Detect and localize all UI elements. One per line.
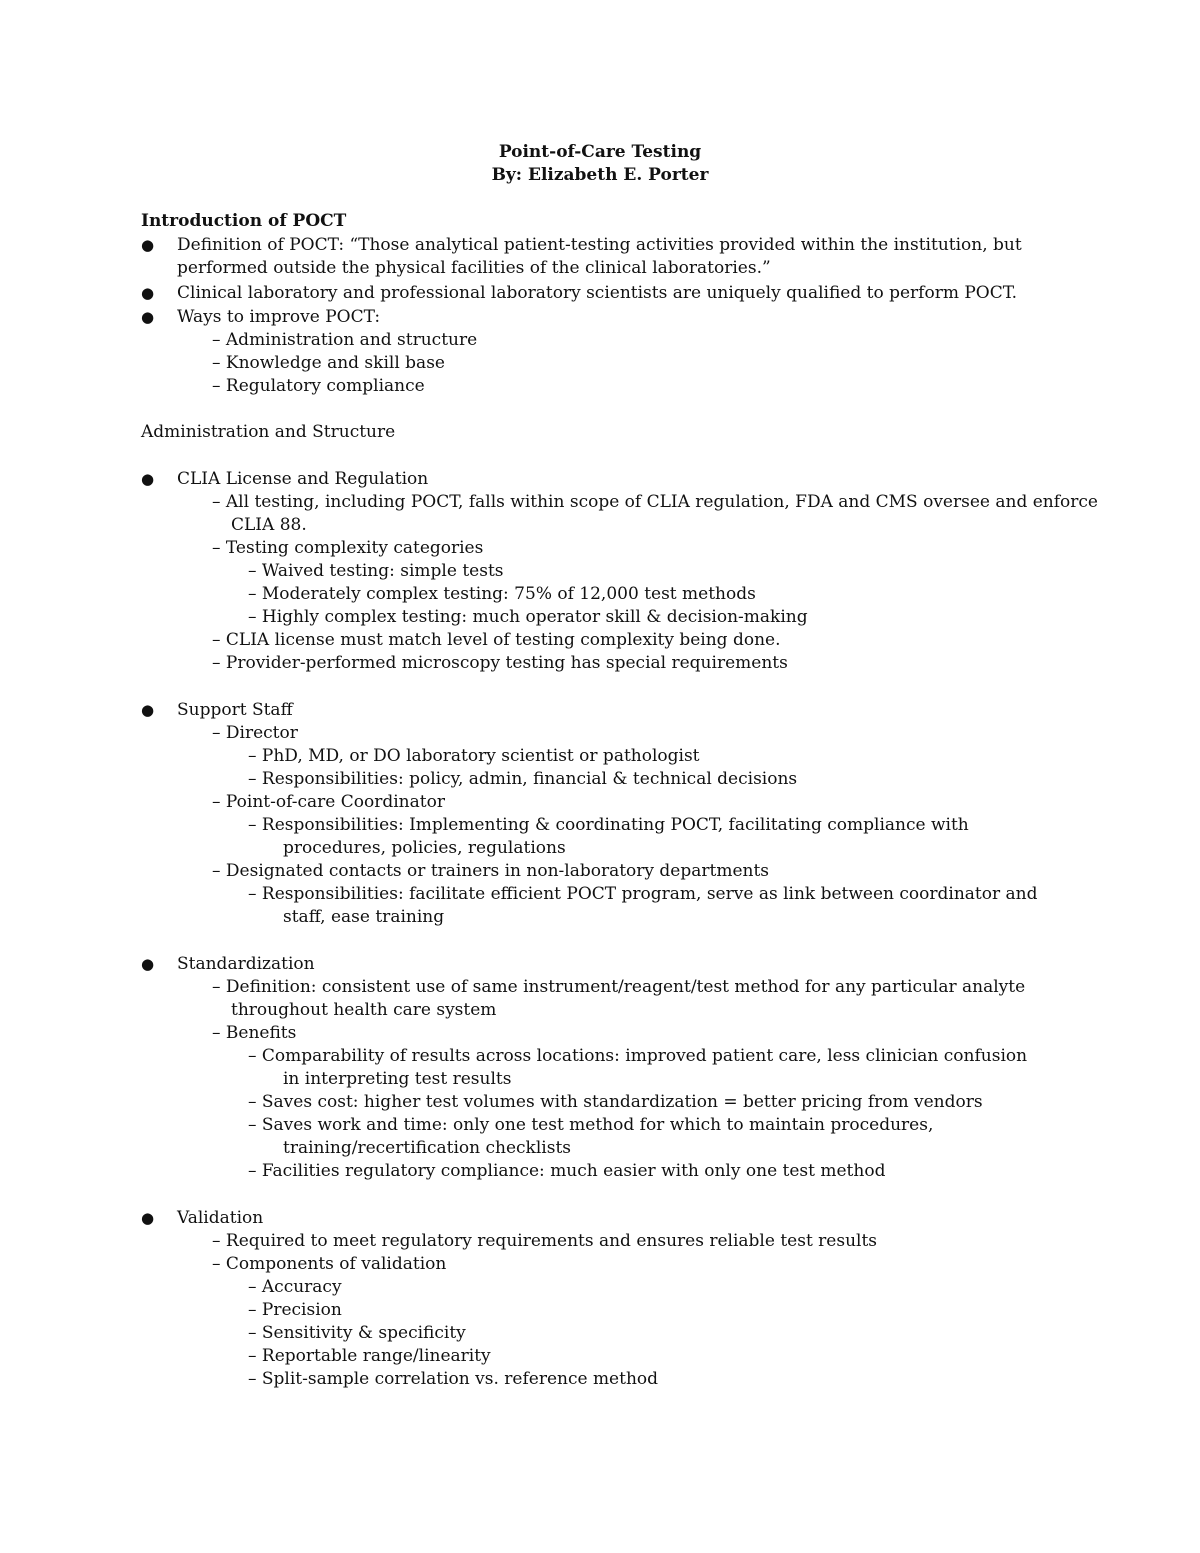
staff-coordinator-resp-line1: – Responsibilities: Implementing & coordinating POCT, facilitating compliance with bbox=[248, 815, 969, 835]
std-benefit-4: – Facilities regulatory compliance: much easier with only one test method bbox=[248, 1161, 886, 1181]
staff-contacts-resp-line1: – Responsibilities: facilitate efficient POCT program, serve as link between coordinator and bbox=[248, 884, 1038, 904]
intro-way-1: – Administration and structure bbox=[212, 330, 478, 350]
std-benefit-1-line2: in interpreting test results bbox=[283, 1069, 512, 1089]
clia-complexity: – Testing complexity categories bbox=[212, 538, 484, 558]
intro-qualified: Clinical laboratory and professional laboratory scientists are uniquely qualified to perform POCT. bbox=[177, 283, 1017, 303]
clia-moderate: – Moderately complex testing: 75% of 12,000 test methods bbox=[248, 584, 756, 604]
std-definition-line2: throughout health care system bbox=[231, 1000, 497, 1020]
val-component-split: – Split-sample correlation vs. reference method bbox=[248, 1369, 659, 1389]
staff-contacts-resp-line2: staff, ease training bbox=[283, 907, 445, 927]
intro-way-3: – Regulatory compliance bbox=[212, 376, 425, 396]
bullet-icon: ● bbox=[141, 284, 155, 302]
clia-label: CLIA License and Regulation bbox=[177, 469, 429, 489]
std-benefit-3-line1: – Saves work and time: only one test method for which to maintain procedures, bbox=[248, 1115, 934, 1135]
staff-contacts: – Designated contacts or trainers in non-laboratory departments bbox=[212, 861, 770, 881]
intro-way-2: – Knowledge and skill base bbox=[212, 353, 445, 373]
bullet-icon: ● bbox=[141, 236, 155, 254]
clia-scope-line1: – All testing, including POCT, falls within scope of CLIA regulation, FDA and CMS oversee and enforce bbox=[212, 492, 1098, 512]
staff-label: Support Staff bbox=[177, 700, 293, 720]
section-heading-intro: Introduction of POCT bbox=[141, 211, 347, 231]
val-required: – Required to meet regulatory requirements and ensures reliable test results bbox=[212, 1231, 878, 1251]
staff-coordinator: – Point-of-care Coordinator bbox=[212, 792, 445, 812]
clia-high: – Highly complex testing: much operator skill & decision-making bbox=[248, 607, 808, 627]
bullet-icon: ● bbox=[141, 470, 155, 488]
std-label: Standardization bbox=[177, 954, 315, 974]
std-benefit-2: – Saves cost: higher test volumes with standardization = better pricing from vendors bbox=[248, 1092, 983, 1112]
staff-director: – Director bbox=[212, 723, 298, 743]
staff-director-qual: – PhD, MD, or DO laboratory scientist or pathologist bbox=[248, 746, 700, 766]
document-author: By: Elizabeth E. Porter bbox=[491, 165, 709, 185]
bullet-icon: ● bbox=[141, 1209, 155, 1227]
intro-definition-line2: performed outside the physical facilities of the clinical laboratories.” bbox=[177, 258, 771, 278]
clia-license: – CLIA license must match level of testing complexity being done. bbox=[212, 630, 781, 650]
val-component-accuracy: – Accuracy bbox=[248, 1277, 342, 1297]
bullet-icon: ● bbox=[141, 701, 155, 719]
val-component-precision: – Precision bbox=[248, 1300, 342, 1320]
std-benefit-1-line1: – Comparability of results across locations: improved patient care, less clinician confusion bbox=[248, 1046, 1028, 1066]
std-benefits: – Benefits bbox=[212, 1023, 297, 1043]
section-heading-admin: Administration and Structure bbox=[141, 422, 396, 442]
intro-definition-line1: Definition of POCT: “Those analytical patient-testing activities provided within the institution, but bbox=[177, 235, 1022, 255]
std-definition-line1: – Definition: consistent use of same instrument/reagent/test method for any particular analyte bbox=[212, 977, 1026, 997]
val-components: – Components of validation bbox=[212, 1254, 447, 1274]
staff-director-resp: – Responsibilities: policy, admin, financial & technical decisions bbox=[248, 769, 798, 789]
staff-coordinator-resp-line2: procedures, policies, regulations bbox=[283, 838, 566, 858]
clia-waived: – Waived testing: simple tests bbox=[248, 561, 504, 581]
document-title: Point-of-Care Testing bbox=[498, 142, 702, 162]
bullet-icon: ● bbox=[141, 955, 155, 973]
std-benefit-3-line2: training/recertification checklists bbox=[283, 1138, 571, 1158]
val-component-sensitivity: – Sensitivity & specificity bbox=[248, 1323, 466, 1343]
val-label: Validation bbox=[177, 1208, 264, 1228]
clia-ppm: – Provider-performed microscopy testing has special requirements bbox=[212, 653, 788, 673]
bullet-icon: ● bbox=[141, 308, 155, 326]
clia-scope-line2: CLIA 88. bbox=[231, 515, 307, 535]
intro-ways: Ways to improve POCT: bbox=[177, 307, 381, 327]
val-component-range: – Reportable range/linearity bbox=[248, 1346, 491, 1366]
